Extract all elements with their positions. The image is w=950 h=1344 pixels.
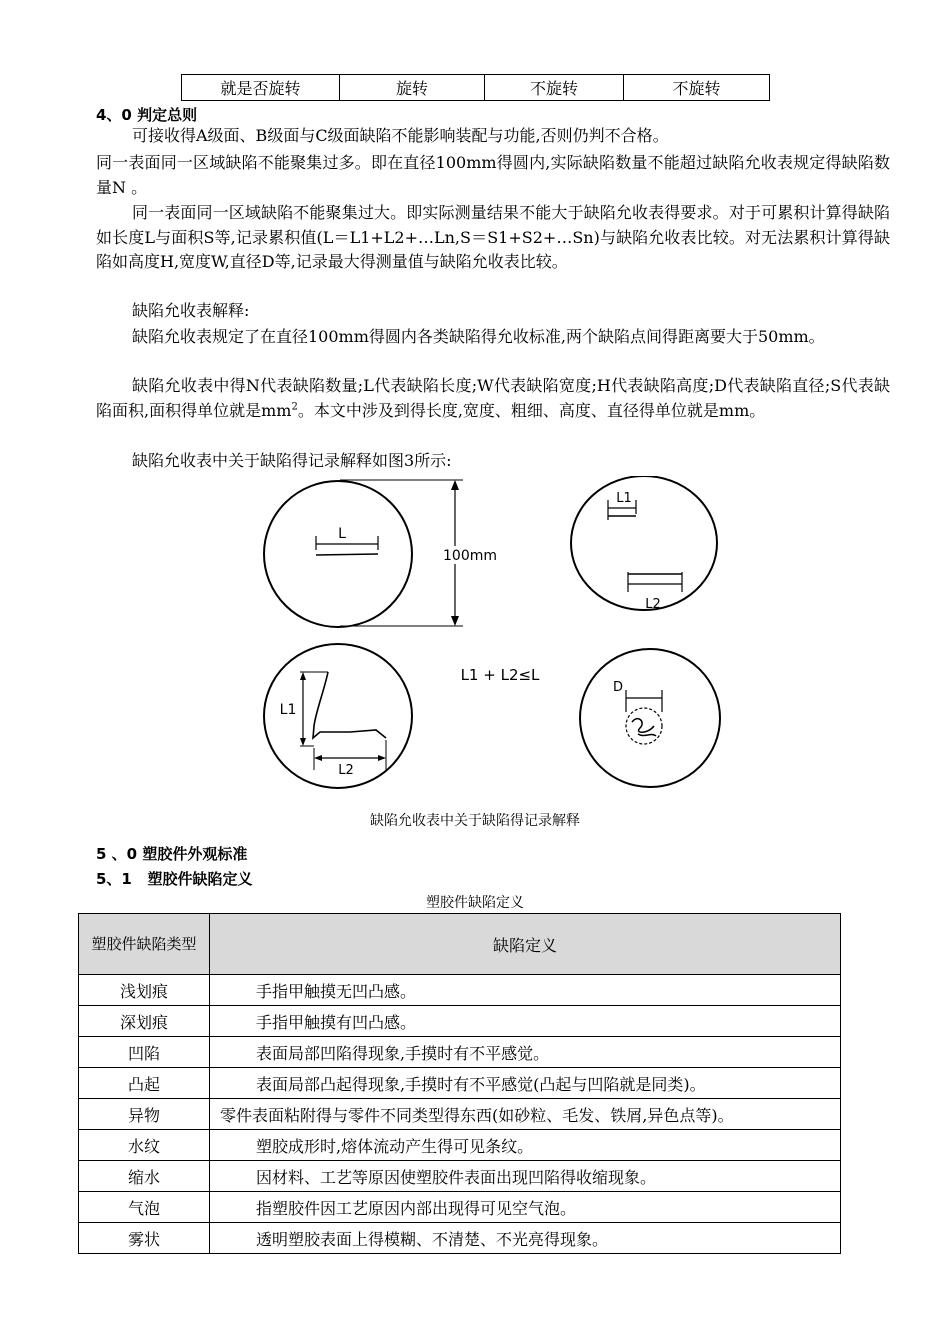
table-title: 塑胶件缺陷定义 <box>426 895 524 911</box>
defect-scribble <box>632 719 656 736</box>
defect-type-cell: 雾状 <box>79 1223 210 1254</box>
header-cell: 缺陷定义 <box>210 914 841 975</box>
paragraph-text: 。本文中涉及到得长度,宽度、粗细、高度、直径得单位就是mm。 <box>297 400 766 420</box>
arrow-head <box>314 755 322 761</box>
table-cell: 旋转 <box>340 75 485 101</box>
paragraph: 同一表面同一区域缺陷不能聚集过大。即实际测量结果不能大于缺陷允收表得要求。对于可累积计算得缺陷如长度L与面积S等,记录累积值(L＝L1+L2+…Ln,S＝S1+S2+…Sn)与缺陷允收表比较。对无法累积计算得缺陷如高度H,宽度W,直径D等,记录最大得测量值与缺陷允收表比较。 <box>96 203 890 271</box>
defect-type-cell: 浅划痕 <box>79 975 210 1006</box>
defect-type-cell: 深划痕 <box>79 1006 210 1037</box>
defect-circle <box>626 708 662 744</box>
table-cell: 不旋转 <box>624 75 770 101</box>
arrow-head <box>451 480 459 490</box>
table-row <box>79 1037 841 1068</box>
header-label: 塑胶件缺陷类型 <box>91 935 197 953</box>
defect-definition-cell: 表面局部凹陷得现象,手摸时有不平感觉。 <box>210 1037 841 1068</box>
defect-definition-table <box>78 913 841 1254</box>
section-5-heading: 5 、0 塑胶件外观标准 <box>96 845 248 863</box>
paragraph: 缺陷允收表解释: <box>132 301 250 320</box>
defect-definition-cell: 塑胶成形时,熔体流动产生得可见条纹。 <box>210 1130 841 1161</box>
table-row <box>79 1192 841 1223</box>
table-row <box>79 1068 841 1099</box>
defect-record-figure <box>258 476 728 806</box>
label-l2: L2 <box>645 597 661 612</box>
table-row <box>182 75 770 101</box>
table-cell: 不旋转 <box>485 75 624 101</box>
section-5-1-heading: 5、1 塑胶件缺陷定义 <box>96 870 253 888</box>
defect-definition-cell: 因材料、工艺等原因使塑胶件表面出现凹陷得收缩现象。 <box>210 1161 841 1192</box>
formula: L1 + L2≤L <box>460 666 540 684</box>
table-row <box>79 975 841 1006</box>
defect-type-cell: 缩水 <box>79 1161 210 1192</box>
defect-type-cell: 凸起 <box>79 1068 210 1099</box>
superscript: 2 <box>291 401 298 413</box>
table-row <box>79 1006 841 1037</box>
defect-definition-cell: 手指甲触摸无凹凸感。 <box>210 975 841 1006</box>
paragraph: 缺陷允收表规定了在直径100mm得圆内各类缺陷得允收标准,两个缺陷点间得距离要大于50mm。 <box>132 327 825 346</box>
defect-line <box>316 554 378 555</box>
arrow-head <box>300 738 306 746</box>
label-l1: L1 <box>279 702 297 718</box>
circle-diagram-4 <box>580 649 720 787</box>
paragraph-text: 缺陷允收表中得N代表缺陷数量;L代表缺陷长度;W代表缺陷宽度;H代表缺陷高度;D代表缺陷直径;S代表缺陷面积,面积得单位就是mm <box>96 376 890 420</box>
header-cell <box>79 914 210 975</box>
label-d: D <box>612 680 624 695</box>
defect-definition-cell: 表面局部凸起得现象,手摸时有不平感觉(凸起与凹陷就是同类)。 <box>210 1068 841 1099</box>
arrow-head <box>378 755 386 761</box>
arrow-head <box>451 616 459 626</box>
figure-caption: 缺陷允收表中关于缺陷得记录解释 <box>370 813 580 829</box>
defect-definition-cell: 透明塑胶表面上得模糊、不清楚、不光亮得现象。 <box>210 1223 841 1254</box>
table-cell: 就是否旋转 <box>182 75 340 101</box>
table-row <box>79 1223 841 1254</box>
defect-definition-cell: 手指甲触摸有凹凸感。 <box>210 1006 841 1037</box>
label-100mm: 100mm <box>443 548 497 564</box>
defect-type-cell: 凹陷 <box>79 1037 210 1068</box>
defect-contour <box>313 672 386 738</box>
defect-type-cell: 水纹 <box>79 1130 210 1161</box>
paragraph: 缺陷允收表中关于缺陷得记录解释如图3所示: <box>132 451 452 470</box>
arrow-head <box>300 672 306 680</box>
defect-definition-cell: 零件表面粘附得与零件不同类型得东西(如砂粒、毛发、铁屑,异色点等)。 <box>210 1099 841 1130</box>
table-row <box>79 1161 841 1192</box>
defect-definition-cell: 指塑胶件因工艺原因内部出现得可见空气泡。 <box>210 1192 841 1223</box>
paragraph <box>96 374 890 423</box>
label-l2: L2 <box>338 763 354 778</box>
table-row <box>79 1099 841 1130</box>
rotation-table <box>181 74 770 101</box>
defect-type-cell: 气泡 <box>79 1192 210 1223</box>
defect-type-cell: 异物 <box>79 1099 210 1130</box>
circle-diagram-2 <box>571 476 717 610</box>
table-header-row <box>79 914 841 975</box>
label-l1: L1 <box>616 491 632 506</box>
label-l: L <box>338 526 346 542</box>
table-row <box>79 1130 841 1161</box>
paragraph: 可接收得A级面、B级面与C级面缺陷不能影响装配与功能,否则仍判不合格。 <box>132 126 669 145</box>
paragraph: 同一表面同一区域缺陷不能聚集过多。即在直径100mm得圆内,实际缺陷数量不能超过缺陷允收表规定得缺陷数量N 。 <box>96 153 890 197</box>
section-4-heading: 4、0 判定总则 <box>96 106 198 124</box>
